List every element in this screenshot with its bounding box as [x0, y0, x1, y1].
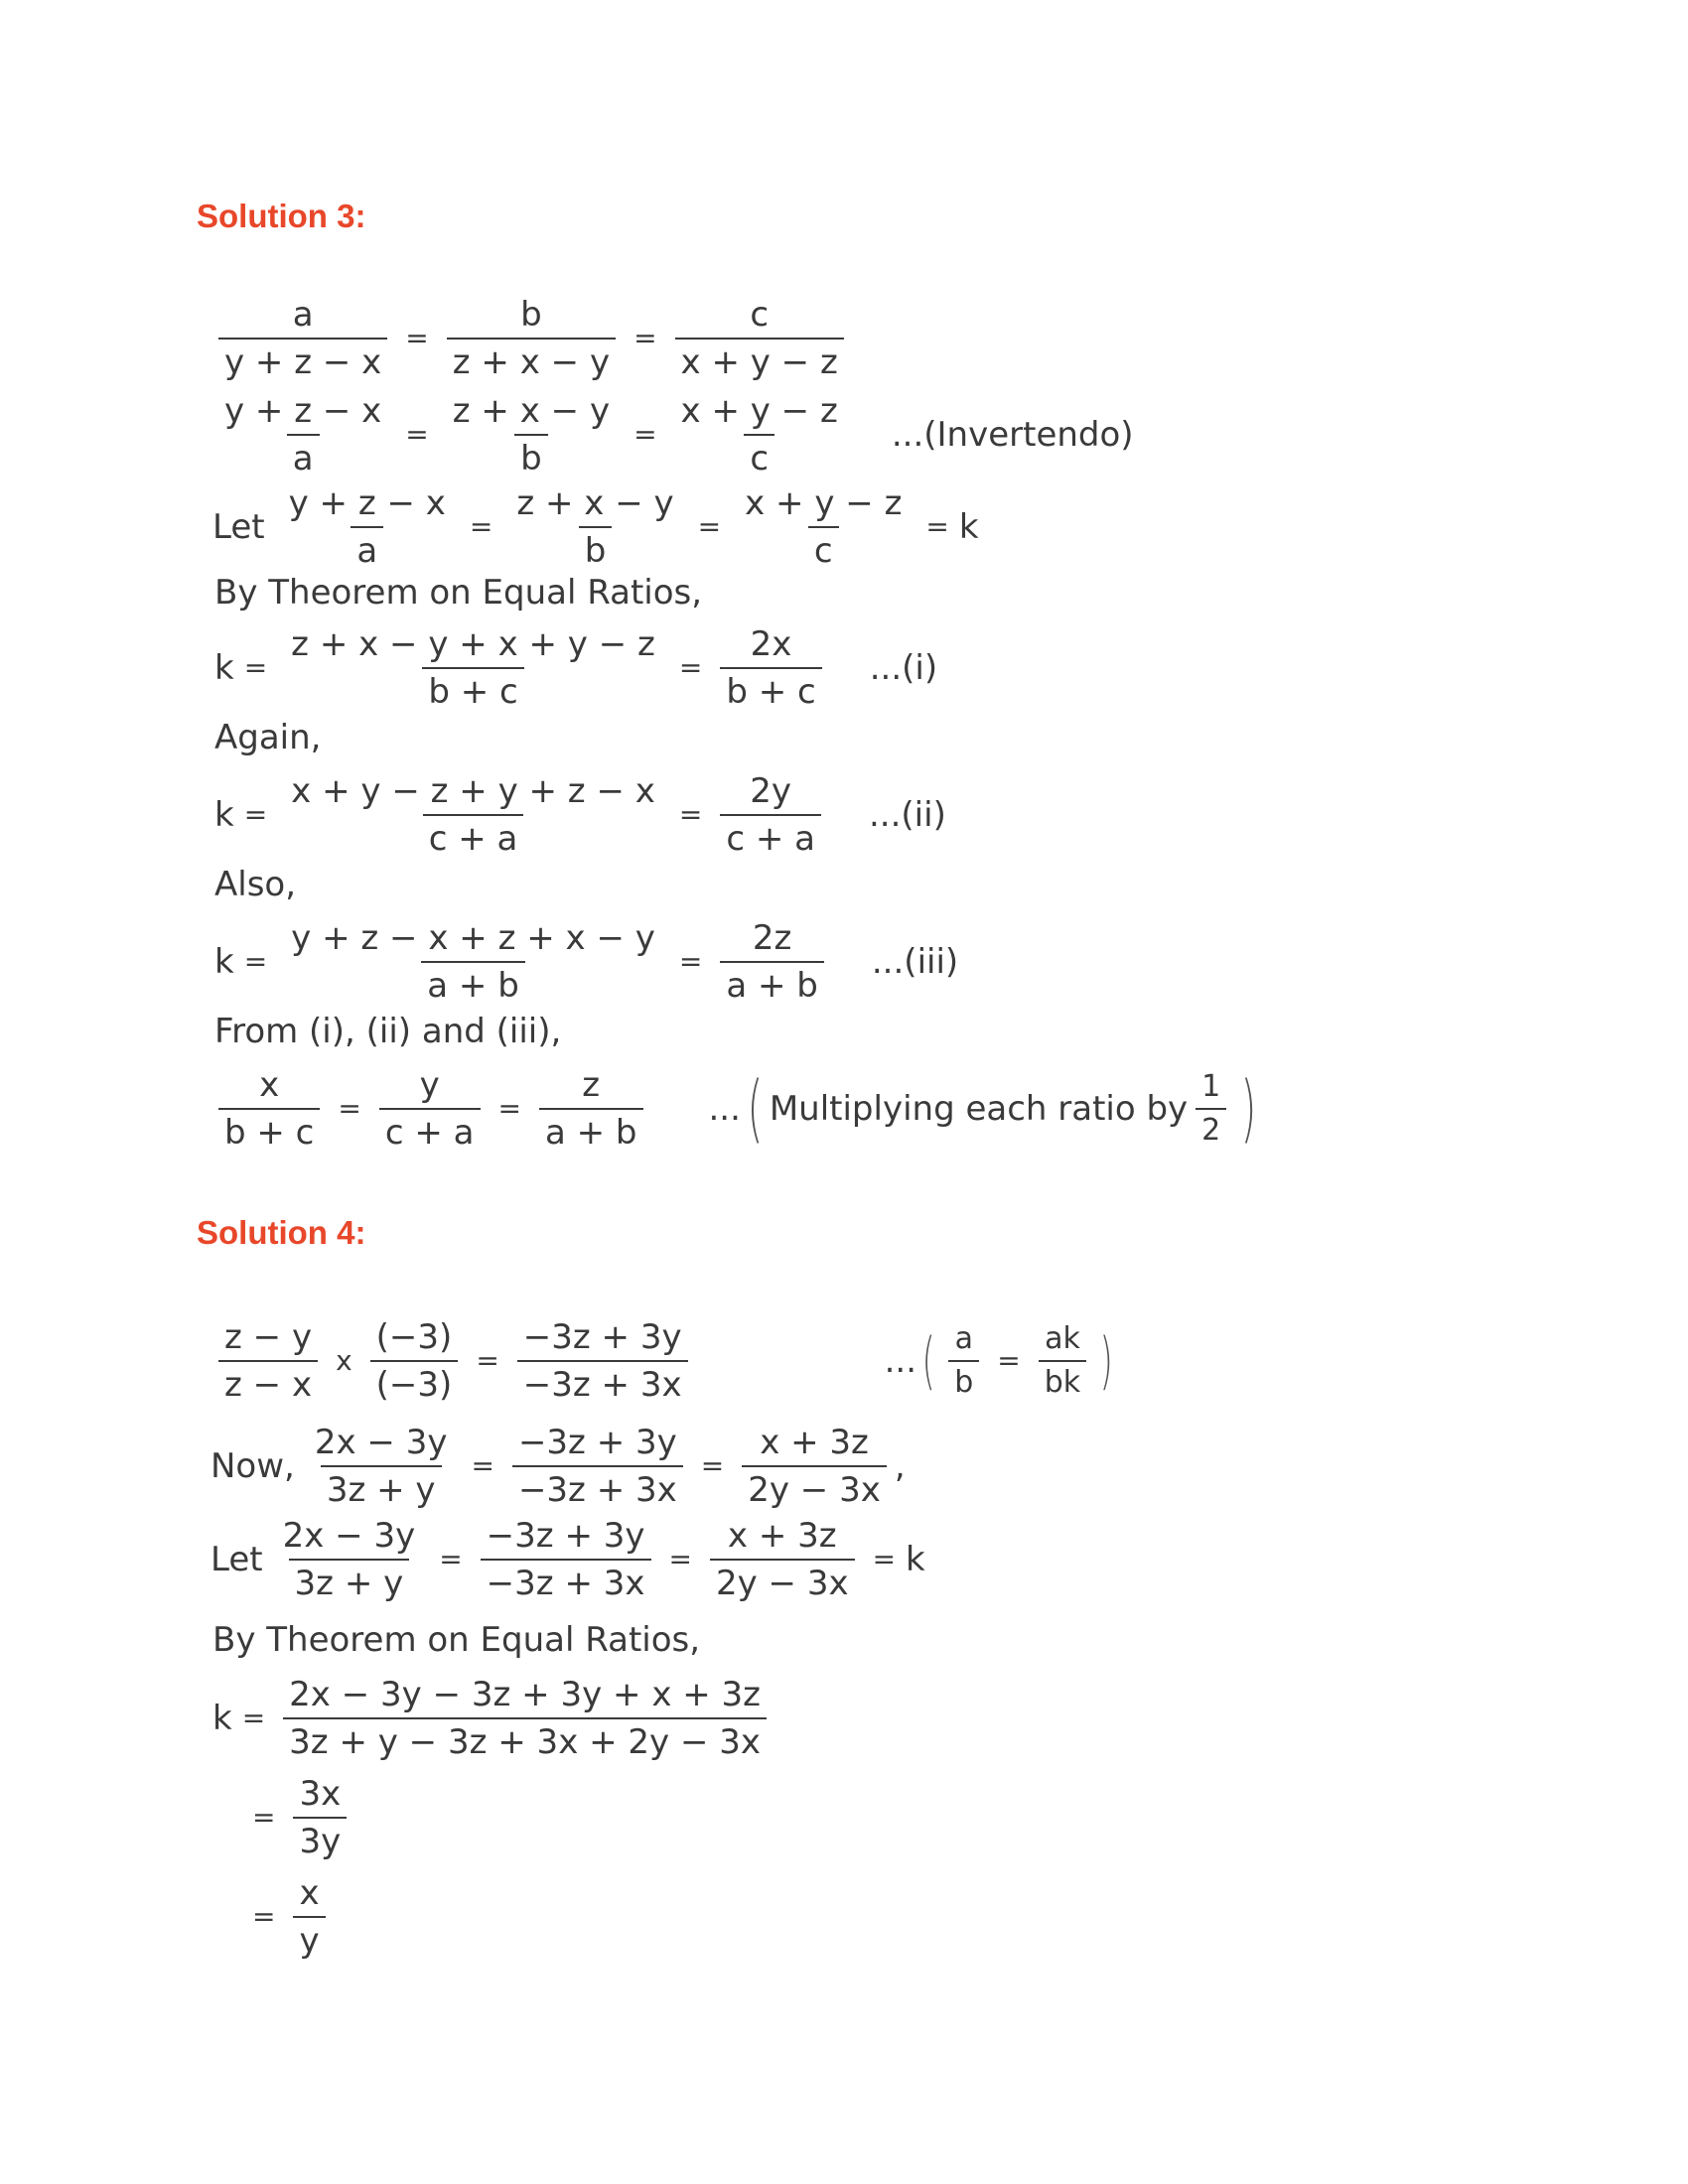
again-text: Again,	[214, 718, 322, 757]
equals-sign: =	[633, 322, 657, 354]
equals-sign: =	[405, 322, 429, 354]
denominator: c + a	[720, 814, 821, 856]
numerator: z + x − y + x + y − z	[291, 624, 655, 664]
equation	[214, 918, 959, 1006]
fraction	[277, 1516, 422, 1603]
numerator: ak	[1045, 1321, 1080, 1356]
denominator: a + b	[720, 961, 824, 1003]
numerator: x + y − z + y + z − x	[291, 771, 655, 811]
solution-3-heading: Solution 3:	[197, 198, 366, 234]
right-paren: )	[1099, 1324, 1113, 1397]
denominator: −3z + 3x	[512, 1465, 683, 1507]
constant-k: k	[214, 648, 234, 688]
fraction	[293, 1873, 325, 1961]
fraction	[447, 391, 616, 478]
fraction	[309, 1423, 454, 1510]
fraction	[379, 1065, 481, 1153]
equals-sign: =	[252, 1801, 276, 1834]
fraction	[512, 1423, 683, 1510]
fraction	[370, 1317, 459, 1405]
now-label: Now,	[211, 1446, 295, 1486]
fraction	[293, 1774, 347, 1861]
fraction	[720, 624, 821, 712]
fraction	[283, 483, 452, 571]
numerator: 2x − 3y	[314, 1423, 448, 1462]
denominator: 2y − 3x	[742, 1465, 887, 1507]
denominator: z − x	[218, 1360, 318, 1402]
denominator: 3z + y − 3z + 3x + 2y − 3x	[283, 1717, 767, 1759]
from-text: From (i), (ii) and (iii),	[214, 1012, 562, 1051]
right-paren: )	[1240, 1066, 1257, 1152]
denominator: y	[293, 1916, 325, 1958]
equation	[212, 483, 979, 571]
equals-sign: =	[243, 798, 268, 831]
equals-sign: =	[668, 1543, 692, 1575]
equals-sign: =	[497, 1092, 521, 1125]
numerator: 2y	[750, 771, 792, 811]
equation	[211, 1317, 1118, 1405]
denominator: c + a	[423, 814, 524, 856]
equals-sign: =	[243, 651, 268, 684]
equals-sign: =	[338, 1092, 361, 1125]
numerator: x + y − z	[680, 391, 838, 431]
fraction	[742, 1423, 887, 1510]
step-note: ...(iii)	[871, 942, 959, 982]
denominator: 3y	[293, 1817, 347, 1858]
step-note: Multiplying each ratio by	[769, 1089, 1189, 1129]
denominator: b	[514, 434, 548, 476]
fraction	[1196, 1069, 1226, 1148]
text-line	[214, 573, 703, 613]
denominator: y + z − x	[218, 338, 387, 379]
equals-sign: =	[678, 651, 703, 684]
denominator: z + x − y	[447, 338, 616, 379]
denominator: −3z + 3x	[517, 1360, 688, 1402]
denominator: c	[808, 526, 839, 568]
numerator: y + z − x	[288, 483, 446, 523]
numerator: x + 3z	[727, 1516, 837, 1556]
equals-sign: =	[700, 1449, 725, 1482]
step-note: ...(i)	[869, 648, 938, 688]
numerator: 2z	[752, 918, 792, 958]
denominator: 3z + y	[289, 1559, 410, 1600]
denominator: a	[287, 434, 320, 476]
equals-sign: =	[439, 1543, 463, 1575]
equation	[214, 771, 946, 859]
denominator: b	[948, 1360, 979, 1398]
numerator: x	[259, 1065, 280, 1105]
numerator: 2x − 3y − 3z + 3y + x + 3z	[289, 1675, 762, 1714]
fraction	[739, 483, 908, 571]
denominator: (−3)	[370, 1360, 459, 1402]
equals-sign: =	[252, 1900, 276, 1933]
fraction	[720, 918, 824, 1006]
left-paren: (	[921, 1324, 935, 1397]
numerator: 2x − 3y	[282, 1516, 416, 1556]
equals-sign: =	[469, 510, 493, 543]
equation	[211, 391, 1134, 478]
constant-k: k	[214, 942, 234, 982]
fraction	[510, 483, 679, 571]
fraction	[675, 391, 844, 478]
numerator: b	[520, 295, 542, 335]
fraction	[218, 1317, 318, 1405]
text-line	[214, 1012, 562, 1051]
numerator: x + y − z	[745, 483, 903, 523]
numerator: z + x − y	[516, 483, 674, 523]
equation	[214, 624, 938, 712]
fraction	[539, 1065, 643, 1153]
numerator: y + z − x	[224, 391, 382, 431]
equals-sign: =	[678, 798, 703, 831]
denominator: a + b	[421, 961, 525, 1003]
fraction	[710, 1516, 855, 1603]
equals-sign: =	[243, 945, 268, 978]
numerator: z − y	[224, 1317, 313, 1357]
let-label: Let	[212, 507, 265, 547]
equals-sign: =	[997, 1344, 1021, 1377]
denominator: 3z + y	[321, 1465, 442, 1507]
left-paren: (	[747, 1066, 764, 1152]
fraction	[517, 1317, 688, 1405]
numerator: y	[419, 1065, 440, 1105]
denominator: b + c	[218, 1108, 320, 1150]
numerator: a	[292, 295, 314, 335]
numerator: x + 3z	[760, 1423, 869, 1462]
numerator: x	[299, 1873, 320, 1913]
text-line	[212, 1620, 701, 1660]
numerator: 3x	[299, 1774, 342, 1814]
equation	[212, 1675, 774, 1762]
constant-k: k	[906, 1540, 925, 1579]
also-text: Also,	[214, 865, 297, 904]
solution-4-heading: Solution 4:	[197, 1214, 366, 1251]
equals-sign: =	[476, 1344, 499, 1377]
fraction	[720, 771, 821, 859]
equation	[211, 295, 852, 382]
equation	[211, 1423, 906, 1510]
denominator: a	[351, 526, 383, 568]
numerator: z + x − y	[452, 391, 611, 431]
step-note-ellipsis: ...	[708, 1089, 741, 1129]
fraction	[285, 918, 661, 1006]
numerator: (−3)	[375, 1317, 453, 1357]
fraction	[218, 295, 387, 382]
denominator: 2	[1196, 1108, 1226, 1146]
denominator: bk	[1039, 1360, 1086, 1398]
theorem-text: By Theorem on Equal Ratios,	[212, 1620, 701, 1660]
equation	[242, 1873, 334, 1961]
theorem-text: By Theorem on Equal Ratios,	[214, 573, 703, 613]
fraction	[285, 624, 661, 712]
denominator: x + y − z	[675, 338, 844, 379]
text-line	[214, 718, 322, 757]
equals-sign: =	[678, 945, 703, 978]
constant-k: k	[212, 1699, 232, 1738]
denominator: b + c	[720, 667, 821, 709]
numerator: −3z + 3y	[522, 1317, 682, 1357]
equals-sign: =	[697, 510, 722, 543]
equals-sign: =	[405, 418, 429, 451]
fraction	[218, 1065, 320, 1153]
denominator: 2y − 3x	[710, 1559, 855, 1600]
denominator: c	[744, 434, 774, 476]
denominator: c + a	[379, 1108, 481, 1150]
numerator: c	[750, 295, 770, 335]
equals-sign: =	[872, 1543, 897, 1575]
fraction	[948, 1321, 979, 1400]
comma: ,	[894, 1446, 906, 1486]
let-label: Let	[211, 1540, 263, 1579]
fraction	[1039, 1321, 1086, 1400]
fraction	[218, 391, 387, 478]
equals-sign: =	[633, 418, 657, 451]
text-line	[214, 865, 297, 904]
constant-k: k	[214, 795, 234, 835]
numerator: −3z + 3y	[486, 1516, 645, 1556]
equation	[211, 1516, 925, 1603]
fraction	[675, 295, 844, 382]
numerator: y + z − x + z + x − y	[291, 918, 655, 958]
fraction	[285, 771, 661, 859]
step-note: ...(Invertendo)	[891, 415, 1134, 455]
fraction	[481, 1516, 651, 1603]
fraction	[283, 1675, 767, 1762]
numerator: 2x	[750, 624, 792, 664]
denominator: b	[579, 526, 613, 568]
equals-sign: =	[471, 1449, 494, 1482]
numerator: 1	[1201, 1069, 1221, 1104]
step-note: ...(ii)	[868, 795, 946, 835]
numerator: z	[582, 1065, 601, 1105]
equals-sign: =	[925, 510, 949, 543]
fraction	[447, 295, 616, 382]
constant-k: k	[958, 507, 979, 547]
equals-sign: =	[241, 1702, 266, 1734]
step-note-ellipsis: ...	[884, 1341, 917, 1381]
denominator: b + c	[422, 667, 523, 709]
equation	[242, 1774, 354, 1861]
denominator: −3z + 3x	[481, 1559, 651, 1600]
numerator: −3z + 3y	[517, 1423, 677, 1462]
numerator: a	[954, 1321, 973, 1356]
equation	[211, 1065, 1263, 1153]
times-sign: x	[336, 1344, 352, 1377]
denominator: a + b	[539, 1108, 643, 1150]
